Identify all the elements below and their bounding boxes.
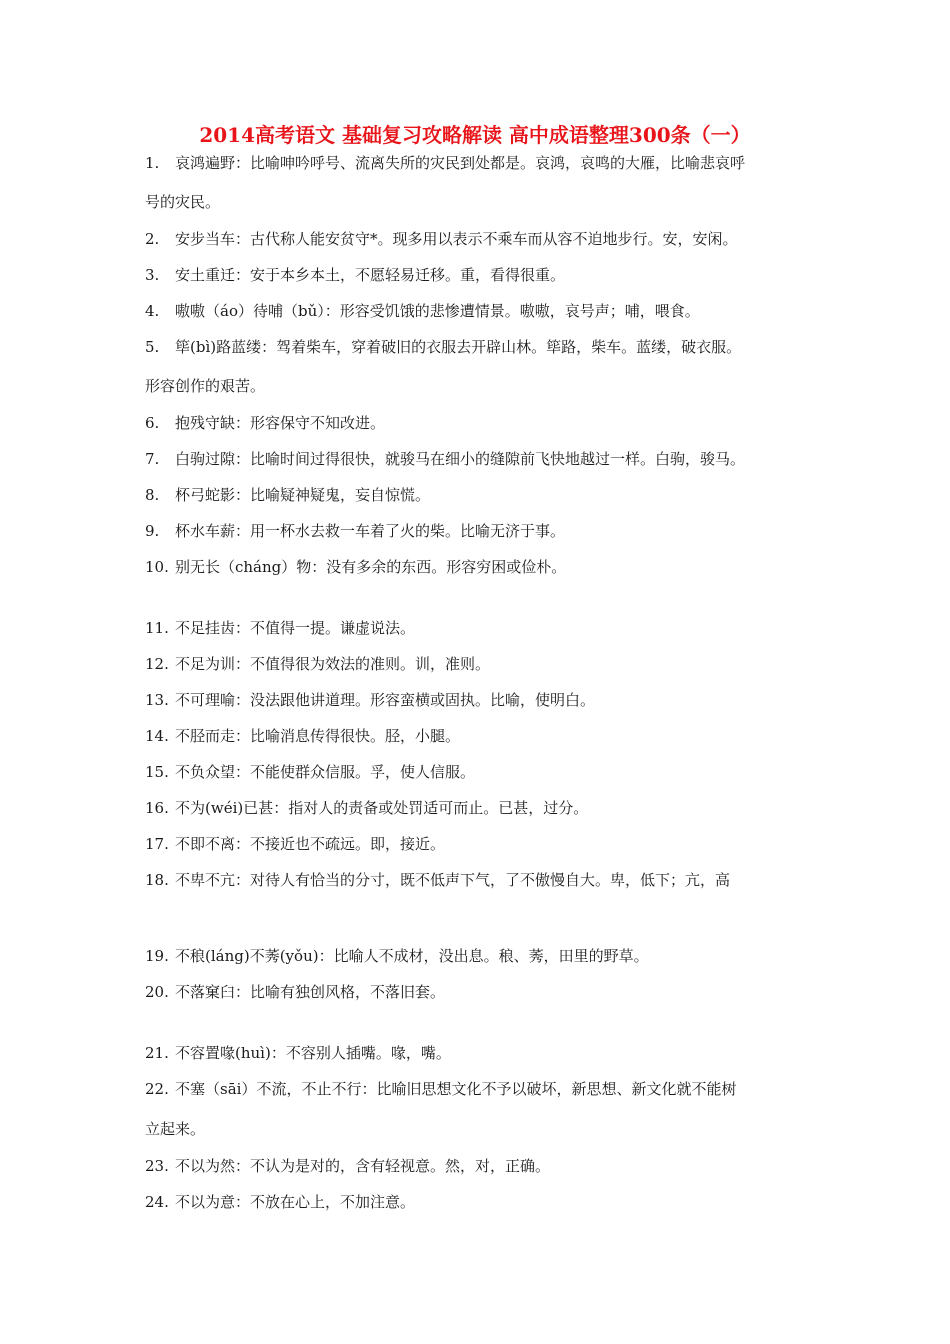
item-text: 不以为意：不放在心上，不加注意。 (175, 1193, 416, 1211)
item-number: 15. (145, 763, 169, 781)
item-text: 不卑不亢：对待人有恰当的分寸，既不低声下气，了不傲慢自大。卑，低下；亢，高 (175, 871, 731, 889)
item-number: 3. (145, 266, 160, 284)
item-text: 安步当车：古代称人能安贫守*。现多用以表示不乘车而从容不迫地步行。安，安闲。 (175, 230, 738, 248)
item-number: 10. (145, 558, 169, 576)
list-item (145, 412, 815, 434)
document-title: 2014高考语文 基础复习攻略解读 高中成语整理300条（一） (199, 123, 751, 147)
list-item (145, 725, 815, 747)
item-text: 不足为训：不值得很为效法的准则。训，准则。 (175, 655, 491, 673)
list-item (145, 484, 815, 506)
list-item (145, 448, 815, 470)
item-text: 不塞（sāi）不流，不止不行：比喻旧思想文化不予以破坏，新思想、新文化就不能树 (175, 1080, 737, 1098)
item-text: 嗷嗷（áo）待哺（bǔ）：形容受饥饿的悲惨遭情景。嗷嗷，哀号声；哺，喂食。 (175, 302, 700, 320)
item-number: 1. (145, 154, 160, 172)
item-number: 6. (145, 414, 160, 432)
item-text: 不足挂齿：不值得一提。谦虚说法。 (175, 619, 416, 637)
item-number: 23. (145, 1157, 169, 1175)
item-text: 安土重迁：安于本乡本土，不愿轻易迁移。重，看得很重。 (175, 266, 566, 284)
item-text: 杯水车薪：用一杯水去救一车着了火的柴。比喻无济于事。 (175, 522, 566, 540)
list-item (145, 761, 815, 783)
item-text: 杯弓蛇影：比喻疑神疑鬼，妄自惊慌。 (175, 486, 431, 504)
item-continuation: 形容创作的艰苦。 (145, 377, 266, 395)
item-number: 22. (145, 1080, 169, 1098)
item-text: 不胫而走：比喻消息传得很快。胫，小腿。 (175, 727, 461, 745)
item-number: 21. (145, 1044, 169, 1062)
list-item (145, 689, 815, 711)
list-item (145, 833, 815, 855)
list-item (145, 336, 815, 358)
item-text: 筚(bì)路蓝缕：驾着柴车，穿着破旧的衣服去开辟山林。筚路，柴车。蓝缕，破衣服。 (175, 338, 742, 356)
list-item (145, 1078, 815, 1100)
list-item (145, 228, 815, 250)
item-text: 不稂(láng)不莠(yǒu)：比喻人不成材，没出息。稂、莠，田里的野草。 (175, 947, 649, 965)
item-continuation: 号的灾民。 (145, 193, 221, 211)
item-text: 不即不离：不接近也不疏远。即，接近。 (175, 835, 446, 853)
item-number: 7. (145, 450, 160, 468)
item-text: 不为(wéi)已甚：指对人的责备或处罚适可而止。已甚，过分。 (175, 799, 589, 817)
item-number: 11. (145, 619, 169, 637)
item-number: 4. (145, 302, 160, 320)
list-item (145, 981, 815, 1003)
item-text: 不负众望：不能使群众信服。孚，使人信服。 (175, 763, 476, 781)
item-number: 2. (145, 230, 160, 248)
item-continuation: 立起来。 (145, 1120, 206, 1138)
list-item (145, 1155, 815, 1177)
item-number: 20. (145, 983, 169, 1001)
item-number: 19. (145, 947, 169, 965)
item-number: 16. (145, 799, 169, 817)
item-number: 17. (145, 835, 169, 853)
list-item (145, 264, 815, 286)
item-text: 不可理喻：没法跟他讲道理。形容蛮横或固执。比喻，使明白。 (175, 691, 596, 709)
item-text: 抱残守缺：形容保守不知改进。 (175, 414, 386, 432)
item-number: 18. (145, 871, 169, 889)
item-text: 别无长（cháng）物：没有多余的东西。形容穷困或俭朴。 (175, 558, 567, 576)
list-item (145, 1191, 815, 1213)
item-number: 9. (145, 522, 160, 540)
list-item (145, 152, 815, 174)
list-item (145, 556, 815, 578)
item-number: 12. (145, 655, 169, 673)
item-number: 5. (145, 338, 160, 356)
list-item (145, 797, 815, 819)
item-text: 不容置喙(huì)：不容别人插嘴。喙，嘴。 (175, 1044, 451, 1062)
item-text: 哀鸿遍野：比喻呻吟呼号、流离失所的灾民到处都是。哀鸿，哀鸣的大雁，比喻悲哀呼 (175, 154, 746, 172)
list-item (145, 869, 815, 891)
item-number: 14. (145, 727, 169, 745)
list-item (145, 653, 815, 675)
list-item (145, 617, 815, 639)
item-number: 24. (145, 1193, 169, 1211)
list-item (145, 300, 815, 322)
item-text: 白驹过隙：比喻时间过得很快，就骏马在细小的缝隙前飞快地越过一样。白驹，骏马。 (175, 450, 746, 468)
list-item (145, 520, 815, 542)
item-text: 不落窠臼：比喻有独创风格，不落旧套。 (175, 983, 446, 1001)
item-text: 不以为然：不认为是对的，含有轻视意。然，对，正确。 (175, 1157, 551, 1175)
item-number: 8. (145, 486, 160, 504)
list-item (145, 1042, 815, 1064)
list-item (145, 945, 815, 967)
item-number: 13. (145, 691, 169, 709)
